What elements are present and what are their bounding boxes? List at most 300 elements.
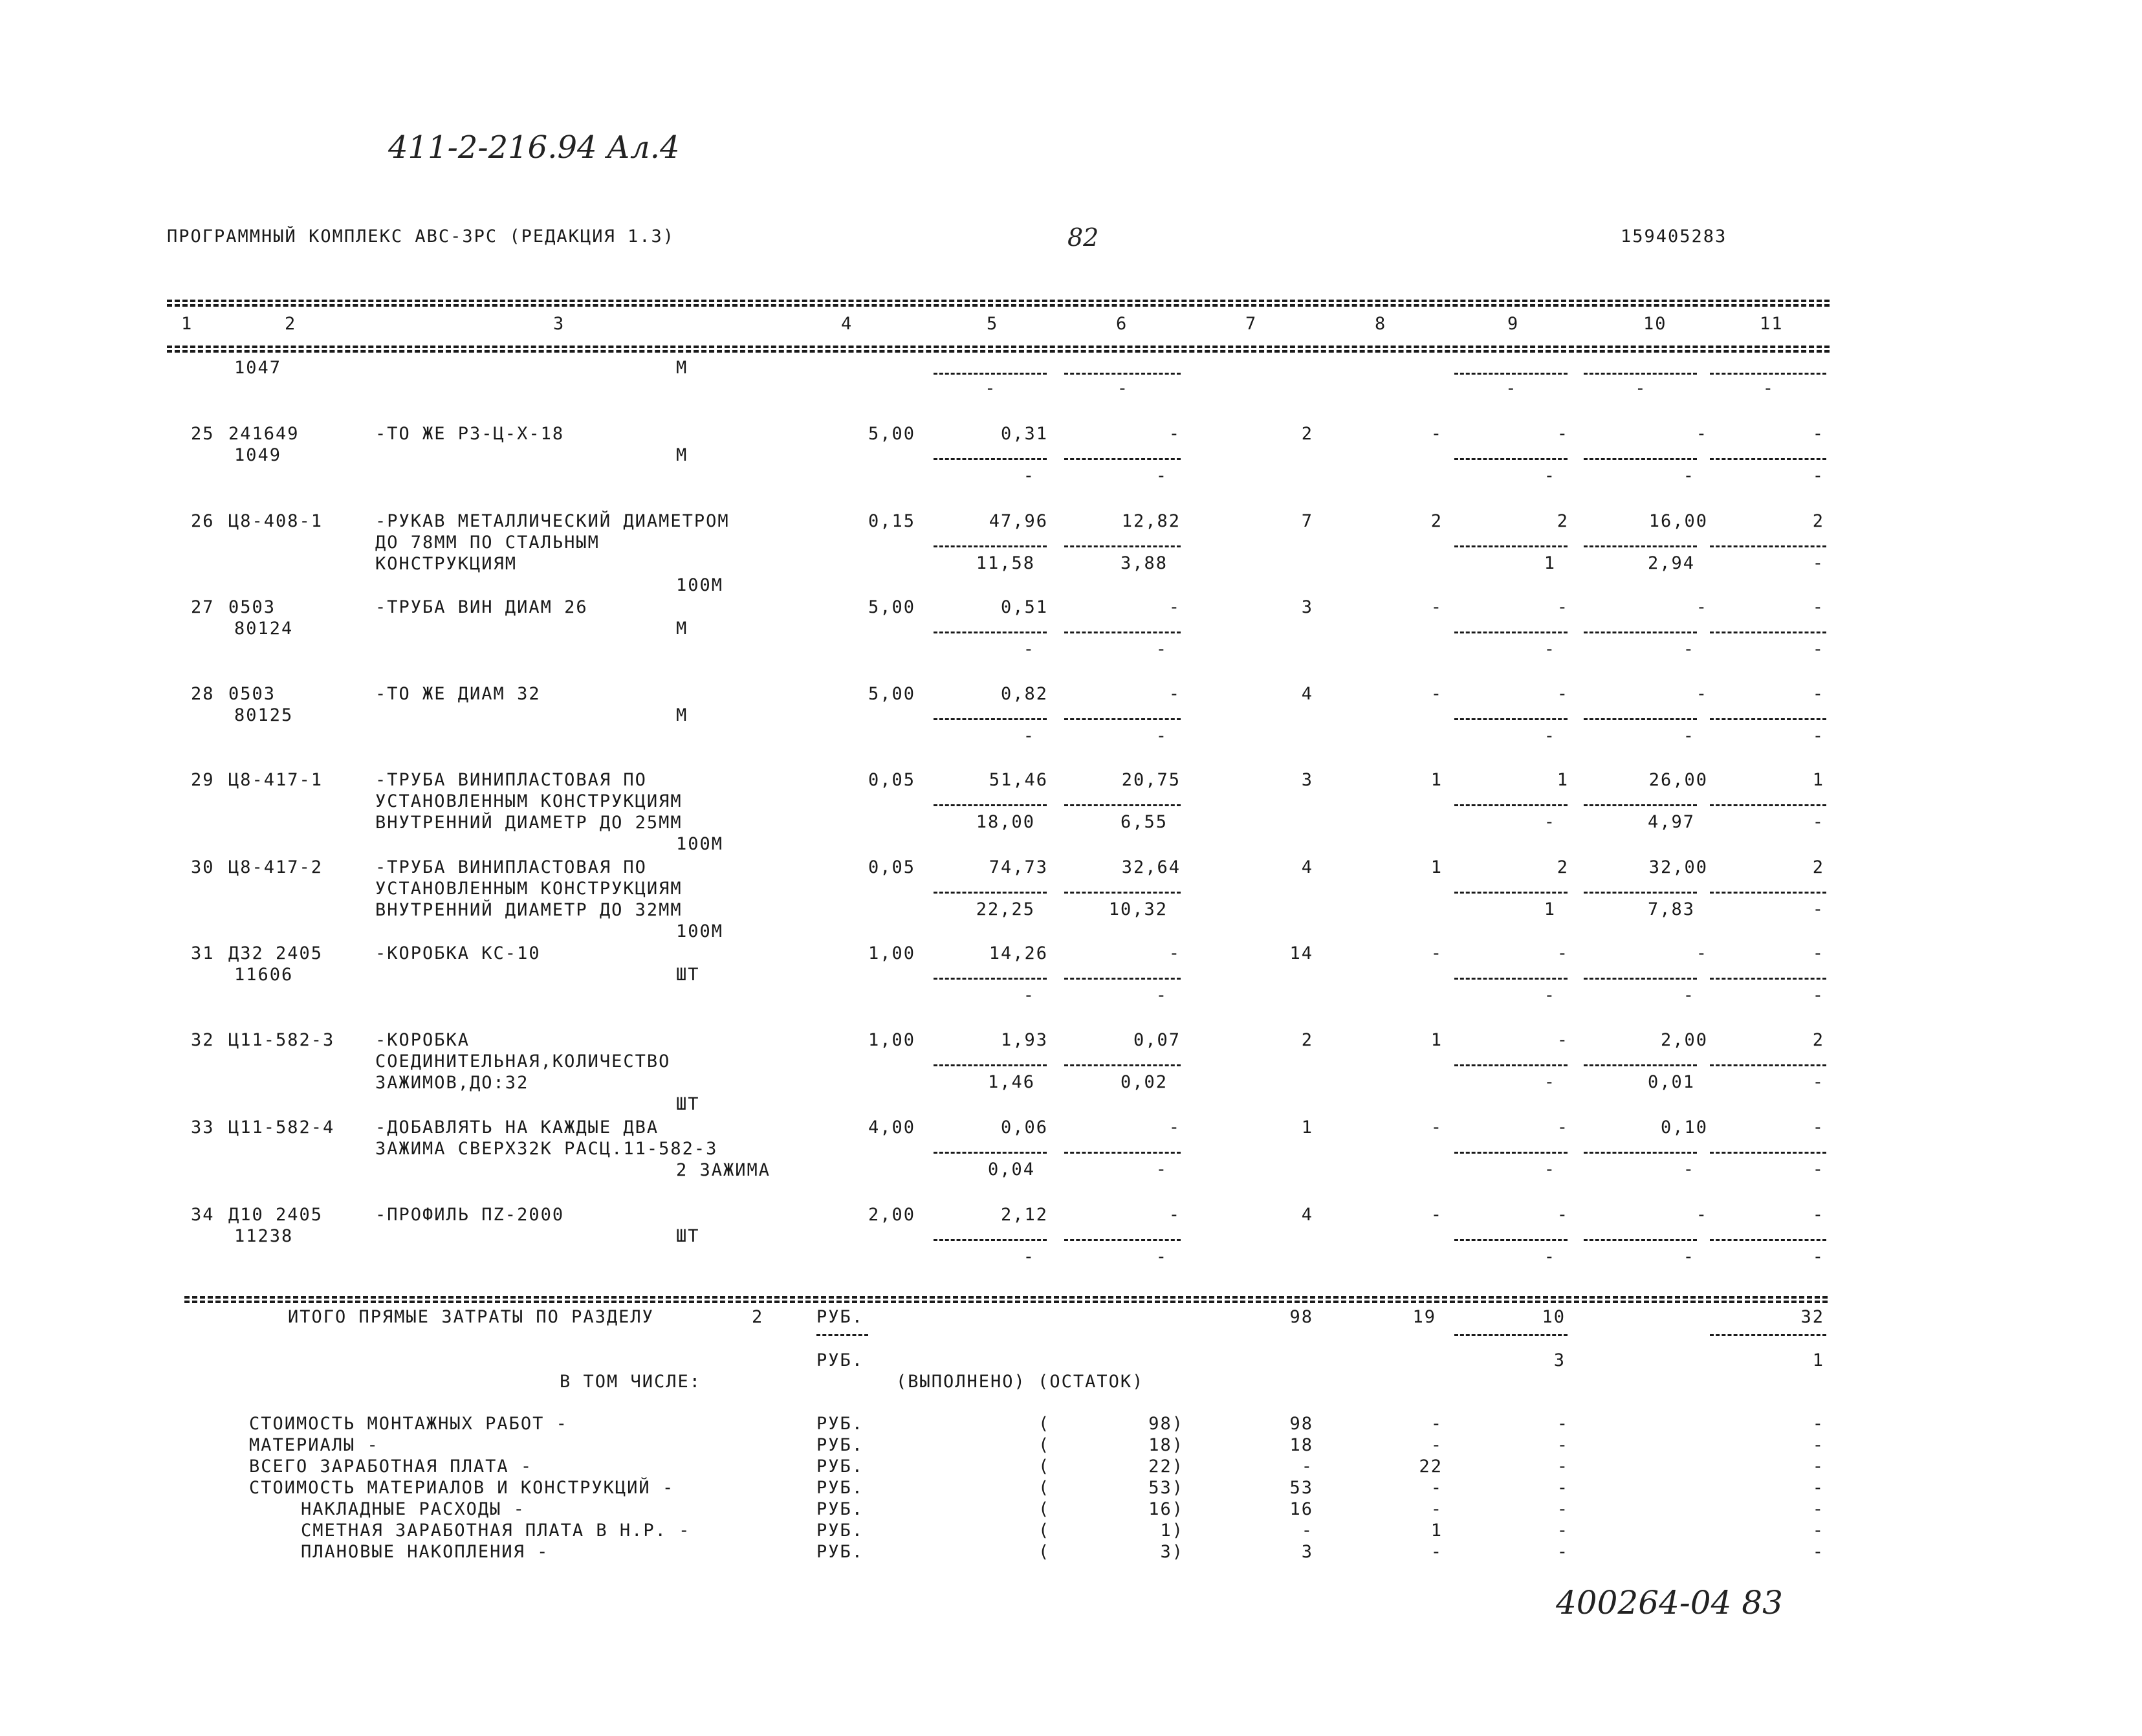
row-quantity: 1,00 [868, 943, 915, 963]
row-unit: ШТ [676, 965, 700, 985]
row-col-7: 4 [1301, 684, 1313, 704]
cell-rule [934, 458, 1047, 460]
row-col-11-lower: - [1812, 553, 1824, 573]
row-code: Ц11-582-4 [228, 1117, 335, 1137]
row-col-5-lower: 22,25 [976, 899, 1035, 919]
cell-rule [934, 804, 1047, 806]
breakdown-label: НАКЛАДНЫЕ РАСХОДЫ - [301, 1499, 525, 1519]
cell-rule [1710, 373, 1826, 375]
breakdown-col9: - [1557, 1414, 1569, 1434]
row-col-8: 1 [1430, 770, 1443, 790]
breakdown-currency: РУБ. [816, 1414, 864, 1434]
totals-rule-2 [184, 1301, 1828, 1303]
breakdown-col8: 22 [1419, 1456, 1443, 1477]
row-col-10: 16,00 [1648, 511, 1708, 531]
row-col-9: - [1557, 1205, 1569, 1225]
row-col-8: - [1430, 943, 1443, 963]
cell-rule [1064, 545, 1181, 547]
breakdown-col9: - [1557, 1521, 1569, 1541]
cell-rule [1454, 718, 1568, 720]
row-code: Ц8-408-1 [228, 511, 323, 531]
row-col-9-lower: - [1544, 985, 1556, 1005]
cell-rule [1584, 978, 1697, 980]
breakdown-col11: - [1812, 1456, 1824, 1477]
cell-rule [934, 892, 1047, 894]
row-col-5-lower: 18,00 [976, 812, 1035, 832]
table-header-rule-2 [167, 350, 1830, 353]
row-description: -ПРОФИЛЬ ПZ-2000 [375, 1205, 565, 1225]
row-col-9-lower: - [1544, 639, 1556, 659]
cell-rule [1584, 545, 1697, 547]
row-col-11-lower: - [1812, 639, 1824, 659]
cell-rule [1584, 804, 1697, 806]
cell-rule [1710, 632, 1826, 633]
row-col-5: 47,96 [989, 511, 1048, 531]
row-col-6: - [1168, 1205, 1181, 1225]
breakdown-done: 98) [1148, 1414, 1184, 1434]
row-description: -КОРОБКА [375, 1030, 470, 1050]
breakdown-done: 1) [1160, 1521, 1184, 1541]
row-col-11: - [1812, 424, 1824, 444]
row-number: 32 [191, 1030, 215, 1050]
row-col-11-lower: - [1812, 466, 1824, 486]
row-number: 31 [191, 943, 215, 963]
row-col-11: 2 [1812, 857, 1824, 877]
row-unit: 2 ЗАЖИМА [676, 1160, 771, 1180]
row-description: УСТАНОВЛЕННЫМ КОНСТРУКЦИЯМ [375, 791, 683, 811]
row-number: 33 [191, 1117, 215, 1137]
row-col-11-lower: - [1812, 726, 1824, 746]
row-unit: М [676, 619, 688, 639]
row-col-7: 3 [1301, 770, 1313, 790]
done-rest-label: (ВЫПОЛНЕНО) (ОСТАТОК) [896, 1372, 1144, 1392]
breakdown-col8: - [1430, 1542, 1443, 1562]
breakdown-currency: РУБ. [816, 1521, 864, 1541]
row-number: 29 [191, 770, 215, 790]
row-col-6: 20,75 [1121, 770, 1181, 790]
breakdown-col7: - [1301, 1456, 1313, 1477]
open-paren: ( [1038, 1456, 1051, 1477]
row-col-5: 0,06 [1000, 1117, 1048, 1137]
row-col-9: 2 [1557, 511, 1569, 531]
table-top-rule [167, 300, 1830, 302]
row-code: Ц8-417-1 [228, 770, 323, 790]
row-unit: ШТ [676, 1226, 700, 1246]
row-unit: М [676, 705, 688, 725]
breakdown-col9: - [1557, 1542, 1569, 1562]
totals-currency: РУБ. [816, 1307, 864, 1327]
row-col-6: - [1168, 1117, 1181, 1137]
row-col-5: 0,51 [1000, 597, 1048, 617]
row-description: ВНУТРЕННИЙ ДИАМЕТР ДО 25ММ [375, 813, 683, 833]
row-col-7: 4 [1301, 857, 1313, 877]
row-code2: 1047 [234, 358, 282, 378]
row-col-11: - [1812, 1205, 1824, 1225]
breakdown-currency: РУБ. [816, 1478, 864, 1498]
breakdown-col7: 18 [1289, 1435, 1313, 1455]
row-col-10: - [1696, 1205, 1708, 1225]
cell-rule [1064, 978, 1181, 980]
row-col-6-lower: - [1155, 726, 1168, 746]
cell-rule [1064, 1239, 1181, 1241]
row-col-6: 12,82 [1121, 511, 1181, 531]
cell-rule [1710, 1152, 1826, 1154]
row-col-6-lower: 0,02 [1120, 1072, 1168, 1092]
breakdown-label: ПЛАНОВЫЕ НАКОПЛЕНИЯ - [301, 1542, 549, 1562]
breakdown-currency: РУБ. [816, 1499, 864, 1519]
handwritten-archive-number: 400264-04 83 [1556, 1584, 1783, 1621]
row-col-10-lower: 7,83 [1647, 899, 1695, 919]
open-paren: ( [1038, 1414, 1051, 1434]
row-col-11: 1 [1812, 770, 1824, 790]
cell-rule [1454, 632, 1568, 633]
row-col-11: - [1812, 684, 1824, 704]
cell-rule [1454, 892, 1568, 894]
cell-rule [934, 545, 1047, 547]
cell-rule [1064, 718, 1181, 720]
row-col-5-lower: - [1023, 726, 1035, 746]
row-unit: ШТ [676, 1094, 700, 1114]
table-top-rule-2 [167, 304, 1830, 307]
row-col-9: 2 [1557, 857, 1569, 877]
breakdown-label: СМЕТНАЯ ЗАРАБОТНАЯ ПЛАТА В Н.Р. - [301, 1521, 691, 1541]
breakdown-col9: - [1557, 1478, 1569, 1498]
cell-rule [1710, 545, 1826, 547]
row-col-9: 1 [1557, 770, 1569, 790]
row-quantity: 5,00 [868, 424, 915, 444]
column-number: 1 [181, 314, 193, 334]
row-col-8: - [1430, 1117, 1443, 1137]
cell-rule [1454, 1239, 1568, 1241]
cell-rule [934, 632, 1047, 633]
row-col-5: 14,26 [989, 943, 1048, 963]
row-col-9: - [1557, 943, 1569, 963]
breakdown-col7: 16 [1289, 1499, 1313, 1519]
row-col-11: 2 [1812, 1030, 1824, 1050]
breakdown-col7: 98 [1289, 1414, 1313, 1434]
open-paren: ( [1038, 1478, 1051, 1498]
row-col-10: 32,00 [1648, 857, 1708, 877]
cell-rule [1064, 804, 1181, 806]
row-col-10: - [1696, 684, 1708, 704]
row-col-10: - [1696, 943, 1708, 963]
row-col-9-lower: - [1544, 466, 1556, 486]
row-col-10-lower: 4,97 [1647, 812, 1695, 832]
row-quantity: 0,05 [868, 770, 915, 790]
row-col-6: - [1168, 684, 1181, 704]
open-paren: ( [1038, 1542, 1051, 1562]
breakdown-col11: - [1812, 1499, 1824, 1519]
cell-rule [1710, 892, 1826, 894]
cell-rule [1454, 1152, 1568, 1154]
breakdown-col8: - [1430, 1414, 1443, 1434]
row-col-5: 74,73 [989, 857, 1048, 877]
row-code: 0503 [228, 597, 276, 617]
cell-rule [1454, 373, 1568, 375]
row-code: Д32 2405 [228, 943, 323, 963]
row-col-10-lower: - [1683, 466, 1695, 486]
row-col-8: - [1430, 1205, 1443, 1225]
totals-rule [184, 1296, 1828, 1299]
breakdown-currency: РУБ. [816, 1435, 864, 1455]
row-col-5: 1,93 [1000, 1030, 1048, 1050]
row-col-7: 2 [1301, 424, 1313, 444]
row-code: Д10 2405 [228, 1205, 323, 1225]
row-col-10: - [1696, 597, 1708, 617]
cell-rule [1584, 1152, 1697, 1154]
row-description: -РУКАВ МЕТАЛЛИЧЕСКИЙ ДИАМЕТРОМ [375, 511, 730, 531]
breakdown-currency: РУБ. [816, 1456, 864, 1477]
row-col-5-lower: 1,46 [987, 1072, 1035, 1092]
row-unit: 100М [676, 834, 724, 854]
breakdown-col7: - [1301, 1521, 1313, 1541]
table-header-rule [167, 346, 1830, 348]
row-col-10-lower: - [1683, 1247, 1695, 1267]
cell-rule [1064, 373, 1181, 375]
row-col-6: - [1168, 424, 1181, 444]
row-col-11-lower: - [1812, 1247, 1824, 1267]
row-code2: 11606 [234, 965, 294, 985]
including-label: В ТОМ ЧИСЛЕ: [560, 1372, 702, 1392]
row-col-7: 1 [1301, 1117, 1313, 1137]
dash-mark: - [1505, 379, 1518, 399]
row-description: КОНСТРУКЦИЯМ [375, 554, 518, 574]
cell-rule [1454, 1064, 1568, 1066]
breakdown-col7: 3 [1301, 1542, 1313, 1562]
dash-mark: - [1117, 379, 1129, 399]
cell-rule [934, 1064, 1047, 1066]
cell-rule [1584, 632, 1697, 633]
breakdown-done: 3) [1160, 1542, 1184, 1562]
column-number: 11 [1760, 314, 1784, 334]
breakdown-col9: - [1557, 1499, 1569, 1519]
row-code: Ц8-417-2 [228, 857, 323, 877]
breakdown-col8: 1 [1430, 1521, 1443, 1541]
row-number: 28 [191, 684, 215, 704]
row-col-8: 2 [1430, 511, 1443, 531]
breakdown-col8: - [1430, 1478, 1443, 1498]
row-col-9-lower: - [1544, 1247, 1556, 1267]
totals-col9-rule [1454, 1334, 1568, 1336]
dash-mark: - [1635, 379, 1647, 399]
row-col-9: - [1557, 684, 1569, 704]
column-number: 3 [553, 314, 565, 334]
row-col-10-lower: - [1683, 1159, 1695, 1180]
breakdown-col11: - [1812, 1414, 1824, 1434]
row-col-7: 2 [1301, 1030, 1313, 1050]
column-number: 5 [987, 314, 999, 334]
dash-mark: - [1762, 379, 1775, 399]
row-col-9-lower: - [1544, 726, 1556, 746]
row-col-5-lower: - [1023, 985, 1035, 1005]
row-col-11: 2 [1812, 511, 1824, 531]
cell-rule [934, 718, 1047, 720]
row-unit: М [676, 358, 688, 378]
row-col-10: - [1696, 424, 1708, 444]
row-col-11-lower: - [1812, 1159, 1824, 1180]
breakdown-label: ВСЕГО ЗАРАБОТНАЯ ПЛАТА - [249, 1456, 533, 1477]
totals-label: ИТОГО ПРЯМЫЕ ЗАТРАТЫ ПО РАЗДЕЛУ [288, 1307, 654, 1327]
row-quantity: 5,00 [868, 597, 915, 617]
row-col-11-lower: - [1812, 985, 1824, 1005]
row-col-5-lower: - [1023, 1247, 1035, 1267]
row-col-10-lower: 2,94 [1647, 553, 1695, 573]
breakdown-col9: - [1557, 1456, 1569, 1477]
row-number: 26 [191, 511, 215, 531]
cell-rule [1064, 1064, 1181, 1066]
document-code: 159405283 [1621, 226, 1727, 247]
row-col-10: 0,10 [1660, 1117, 1708, 1137]
totals-col9: 10 [1542, 1307, 1566, 1327]
cell-rule [1454, 978, 1568, 980]
row-code2: 11238 [234, 1226, 294, 1246]
row-col-9-lower: 1 [1544, 553, 1556, 573]
row-col-6-lower: - [1155, 1159, 1168, 1180]
row-quantity: 5,00 [868, 684, 915, 704]
cell-rule [1454, 545, 1568, 547]
row-col-11-lower: - [1812, 899, 1824, 919]
row-col-7: 7 [1301, 511, 1313, 531]
breakdown-col11: - [1812, 1542, 1824, 1562]
row-col-8: - [1430, 597, 1443, 617]
row-number: 27 [191, 597, 215, 617]
breakdown-label: МАТЕРИАЛЫ - [249, 1435, 379, 1455]
column-number: 6 [1116, 314, 1128, 334]
row-description: ДО 78ММ ПО СТАЛЬНЫМ [375, 533, 600, 553]
row-description: СОЕДИНИТЕЛЬНАЯ,КОЛИЧЕСТВО [375, 1051, 671, 1071]
row-col-5-lower: - [1023, 466, 1035, 486]
row-col-11-lower: - [1812, 812, 1824, 832]
row-col-11-lower: - [1812, 1072, 1824, 1092]
breakdown-col8: - [1430, 1499, 1443, 1519]
row-description: ЗАЖИМОВ,ДО:32 [375, 1073, 529, 1093]
breakdown-done: 16) [1148, 1499, 1184, 1519]
cell-rule [1710, 718, 1826, 720]
cell-rule [1710, 1064, 1826, 1066]
cell-rule [1584, 458, 1697, 460]
totals-currency-2: РУБ. [816, 1350, 864, 1370]
row-description: -ТРУБА ВИНИПЛАСТОВАЯ ПО [375, 770, 647, 790]
row-number: 34 [191, 1205, 215, 1225]
page-number: 82 [1067, 223, 1099, 252]
column-number: 9 [1507, 314, 1520, 334]
breakdown-col11: - [1812, 1521, 1824, 1541]
row-description: -КОРОБКА КС-10 [375, 943, 541, 963]
totals-col11: 32 [1800, 1307, 1824, 1327]
cell-rule [1584, 373, 1697, 375]
row-description: ЗАЖИМА СВЕРХ32К РАСЦ.11-582-3 [375, 1139, 718, 1159]
row-col-11: - [1812, 597, 1824, 617]
totals-col9-b: 3 [1553, 1350, 1566, 1370]
row-code2: 1049 [234, 445, 282, 465]
row-description: -ДОБАВЛЯТЬ НА КАЖДЫЕ ДВА [375, 1117, 659, 1137]
row-col-9-lower: - [1544, 812, 1556, 832]
row-col-9: - [1557, 1117, 1569, 1137]
breakdown-done: 22) [1148, 1456, 1184, 1477]
cell-rule [1064, 1152, 1181, 1154]
column-number: 10 [1643, 314, 1667, 334]
cell-rule [1454, 458, 1568, 460]
cell-rule [1454, 804, 1568, 806]
open-paren: ( [1038, 1521, 1051, 1541]
dash-mark: - [985, 379, 997, 399]
open-paren: ( [1038, 1499, 1051, 1519]
row-code: 241649 [228, 424, 300, 444]
row-col-6-lower: 3,88 [1120, 553, 1168, 573]
cell-rule [1584, 718, 1697, 720]
row-col-8: 1 [1430, 1030, 1443, 1050]
row-col-7: 4 [1301, 1205, 1313, 1225]
cell-rule [1064, 458, 1181, 460]
cell-rule [1710, 1239, 1826, 1241]
row-quantity: 2,00 [868, 1205, 915, 1225]
breakdown-col9: - [1557, 1435, 1569, 1455]
row-unit: М [676, 445, 688, 465]
row-code: Ц11-582-3 [228, 1030, 335, 1050]
row-col-6-lower: - [1155, 466, 1168, 486]
row-quantity: 1,00 [868, 1030, 915, 1050]
row-unit: 100М [676, 575, 724, 595]
row-number: 30 [191, 857, 215, 877]
row-col-10-lower: - [1683, 985, 1695, 1005]
breakdown-done: 53) [1148, 1478, 1184, 1498]
row-col-6-lower: 10,32 [1108, 899, 1168, 919]
cell-rule [934, 373, 1047, 375]
row-unit: 100М [676, 921, 724, 941]
row-col-5: 0,82 [1000, 684, 1048, 704]
cell-rule [1584, 892, 1697, 894]
row-col-6-lower: 6,55 [1120, 812, 1168, 832]
column-number: 8 [1375, 314, 1387, 334]
row-description: ВНУТРЕННИЙ ДИАМЕТР ДО 32ММ [375, 900, 683, 920]
cell-rule [1584, 1239, 1697, 1241]
row-col-8: - [1430, 424, 1443, 444]
row-col-9: - [1557, 1030, 1569, 1050]
breakdown-col11: - [1812, 1435, 1824, 1455]
row-col-9-lower: - [1544, 1159, 1556, 1180]
cell-rule [1710, 804, 1826, 806]
row-col-6-lower: - [1155, 639, 1168, 659]
row-description: -ТО ЖЕ РЗ-Ц-Х-18 [375, 424, 565, 444]
row-col-5: 51,46 [989, 770, 1048, 790]
breakdown-currency: РУБ. [816, 1542, 864, 1562]
row-col-10-lower: - [1683, 726, 1695, 746]
row-col-7: 3 [1301, 597, 1313, 617]
column-number: 7 [1245, 314, 1258, 334]
column-number: 2 [285, 314, 297, 334]
totals-currency-rule [816, 1334, 868, 1336]
row-code2: 80125 [234, 705, 294, 725]
row-col-10: 2,00 [1660, 1030, 1708, 1050]
row-col-6: 0,07 [1133, 1030, 1181, 1050]
totals-section: 2 [752, 1307, 764, 1327]
row-quantity: 0,15 [868, 511, 915, 531]
column-number: 4 [841, 314, 853, 334]
row-col-9: - [1557, 597, 1569, 617]
row-col-5: 0,31 [1000, 424, 1048, 444]
row-col-10: 26,00 [1648, 770, 1708, 790]
row-col-6: - [1168, 943, 1181, 963]
row-quantity: 0,05 [868, 857, 915, 877]
row-col-10-lower: - [1683, 639, 1695, 659]
cell-rule [1710, 978, 1826, 980]
row-col-5-lower: - [1023, 639, 1035, 659]
cell-rule [934, 1152, 1047, 1154]
row-description: УСТАНОВЛЕННЫМ КОНСТРУКЦИЯМ [375, 879, 683, 899]
row-col-5-lower: 11,58 [976, 553, 1035, 573]
row-col-9: - [1557, 424, 1569, 444]
breakdown-col7: 53 [1289, 1478, 1313, 1498]
